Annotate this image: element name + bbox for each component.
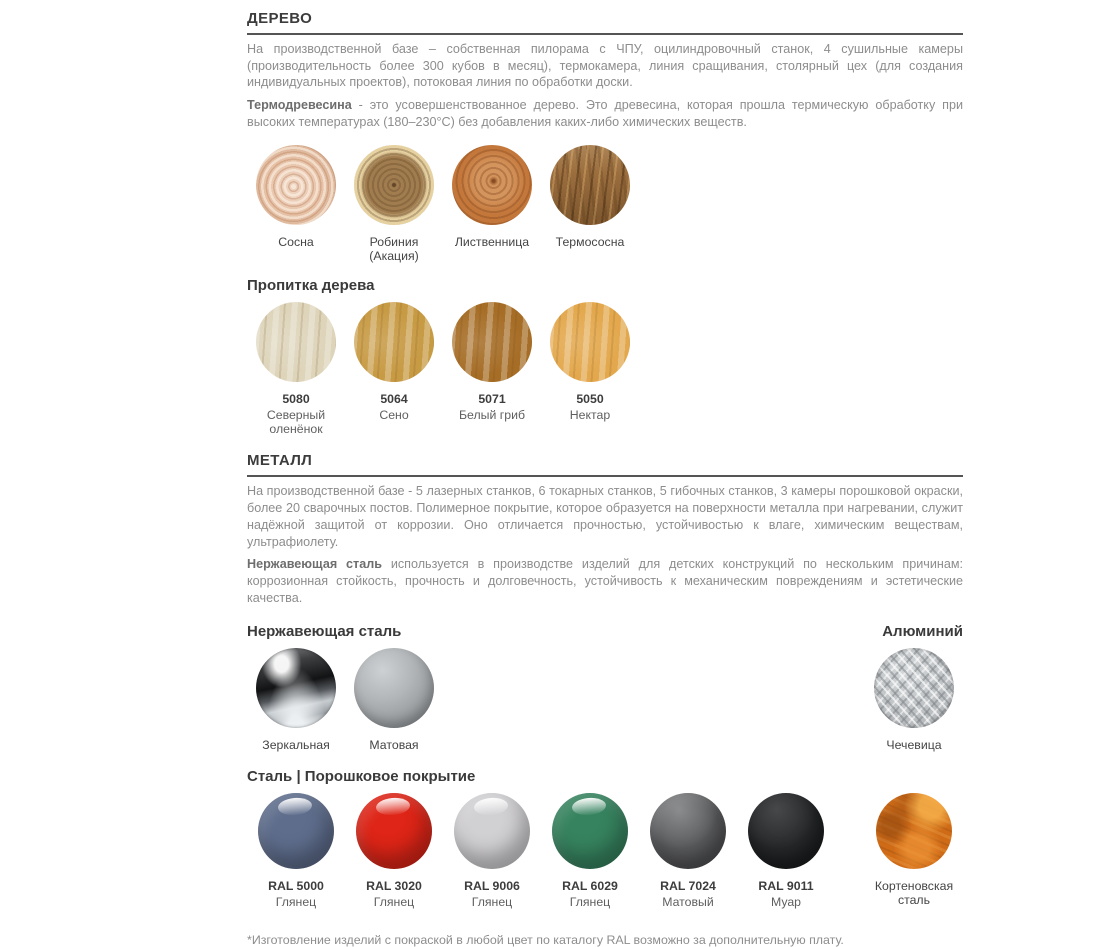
powder-item xyxy=(737,793,835,909)
tint-code: 5080 xyxy=(282,391,310,406)
wood-species-item xyxy=(541,145,639,249)
ral-7024-swatch xyxy=(650,793,726,869)
stainless-aluminum-headings xyxy=(247,623,963,640)
ral-code: RAL 3020 xyxy=(366,878,422,893)
wood-term-paragraph xyxy=(247,97,963,130)
larch-wood-swatch xyxy=(452,145,532,225)
ral-6029-swatch xyxy=(552,793,628,869)
tint-5050-swatch xyxy=(550,302,630,382)
powder-title: Сталь | Порошковое покрытие xyxy=(247,767,476,785)
aluminum-title: Алюминий xyxy=(882,622,963,640)
impregnation-title: Пропитка дерева xyxy=(247,276,375,294)
ral-code: RAL 6029 xyxy=(562,878,618,893)
ral-code: RAL 7024 xyxy=(660,878,716,893)
powder-item xyxy=(247,793,345,909)
swatch-label xyxy=(660,879,716,909)
ral-finish: Глянец xyxy=(373,894,415,909)
metal-intro-paragraph: На производственной базе - 5 лазерных станков, 6 токарных станков, 5 гибочных станков, 3 камеры порошковой окраски, более 20 сварочных постов. Полимерное покрытие, которое образуется на поверхности металла при нагревании, служит надёжной защитой от коррозии. Оно отличается прочностью, устойчивостью к влаге, химическим веществам, ультрафиолету. xyxy=(247,484,963,549)
swatch-label xyxy=(570,392,610,432)
impregnation-row xyxy=(247,302,963,436)
wood-species-row xyxy=(247,145,963,263)
ral-9011-swatch xyxy=(748,793,824,869)
impregnation-item xyxy=(345,302,443,432)
powder-item xyxy=(541,793,639,909)
metal-term-paragraph xyxy=(247,556,963,606)
swatch-label xyxy=(366,879,422,909)
tint-code: 5064 xyxy=(380,391,408,406)
stainless-item xyxy=(247,648,345,752)
swatch-label xyxy=(758,879,813,909)
mirror-steel-swatch xyxy=(256,648,336,728)
tint-code: 5071 xyxy=(478,391,506,406)
swatch-label: Лиственница xyxy=(454,234,530,249)
wood-species-item xyxy=(247,145,345,249)
tint-name: Сено xyxy=(379,408,409,423)
tint-5080-swatch xyxy=(256,302,336,382)
impregnation-item xyxy=(541,302,639,432)
swatch-label xyxy=(459,392,525,432)
thermopine-wood-swatch xyxy=(550,145,630,225)
matte-steel-swatch xyxy=(354,648,434,728)
stainless-item xyxy=(345,648,443,752)
wood-term-desc: - это усовершенствованное дерево. Это древесина, которая прошла термическую обработку при высоких температурах (180–230°С) без добавления каких-либо химических веществ. xyxy=(247,98,963,129)
powder-item xyxy=(345,793,443,909)
powder-item xyxy=(639,793,737,909)
swatch-label: Матовая xyxy=(369,737,419,752)
ral-9006-swatch xyxy=(454,793,530,869)
wood-term: Термодревесина xyxy=(247,98,352,113)
metal-term-desc: используется в производстве изделий для детских конструкций по нескольким причинам: коррозионная стойкость, прочность и долговечность, устойчивость к механическим повреждениям и эстетические качества. xyxy=(247,557,963,605)
ral-finish: Матовый xyxy=(662,894,714,909)
metal-section xyxy=(247,452,963,909)
metal-term: Нержавеющая сталь xyxy=(247,557,382,572)
powder-item xyxy=(443,793,541,909)
tint-name: Северный оленёнок xyxy=(266,408,326,437)
ral-finish: Муар xyxy=(770,894,802,909)
wood-section xyxy=(247,10,963,436)
wood-species-item xyxy=(443,145,541,249)
swatch-label xyxy=(247,392,345,436)
tint-name: Белый гриб xyxy=(458,408,526,423)
swatch-label xyxy=(464,879,520,909)
impregnation-item xyxy=(443,302,541,432)
ral-5000-swatch xyxy=(258,793,334,869)
swatch-label: Термососна xyxy=(555,234,625,249)
corten-item xyxy=(865,793,963,907)
swatch-label: Робиния (Акация) xyxy=(369,234,419,263)
wood-intro-paragraph: На производственной базе – собственная пилорама с ЧПУ, оцилиндровочный станок, 4 сушильные камеры (производительность более 300 кубов в месяц), термокамера, линия сращивания, столярный цех (для создания индивидуальных проектов), потоковая линия по обработки доски. xyxy=(247,42,963,90)
ral-code: RAL 9006 xyxy=(464,878,520,893)
powder-row xyxy=(247,793,963,909)
aluminum-item xyxy=(865,648,963,752)
wood-species-item xyxy=(345,145,443,263)
corten-steel-swatch xyxy=(876,793,952,869)
ral-code: RAL 9011 xyxy=(758,878,814,893)
swatch-label xyxy=(268,879,324,909)
swatch-label: Зеркальная xyxy=(262,737,330,752)
swatch-label: Чечевица xyxy=(886,737,942,752)
ral-code: RAL 5000 xyxy=(268,878,324,893)
catalog-page xyxy=(247,0,963,947)
swatch-label xyxy=(562,879,618,909)
tint-5071-swatch xyxy=(452,302,532,382)
tint-name: Нектар xyxy=(569,408,611,423)
impregnation-item xyxy=(247,302,345,436)
wood-section-title: ДЕРЕВО xyxy=(247,10,963,35)
pine-wood-swatch xyxy=(256,145,336,225)
swatch-label: Кортеновская сталь xyxy=(874,878,954,907)
ral-finish: Глянец xyxy=(569,894,611,909)
swatch-label xyxy=(379,392,408,432)
ral-footnote: *Изготовление изделий с покраской в любой цвет по каталогу RAL возможно за дополнительную плату. xyxy=(247,932,844,947)
metal-section-title: МЕТАЛЛ xyxy=(247,452,963,477)
stainless-row xyxy=(247,648,963,752)
ral-3020-swatch xyxy=(356,793,432,869)
ral-finish: Глянец xyxy=(471,894,513,909)
stainless-title: Нержавеющая сталь xyxy=(247,622,402,640)
ral-finish: Глянец xyxy=(275,894,317,909)
tint-5064-swatch xyxy=(354,302,434,382)
robinia-wood-swatch xyxy=(354,145,434,225)
tint-code: 5050 xyxy=(576,391,604,406)
diamond-plate-swatch xyxy=(874,648,954,728)
swatch-label: Сосна xyxy=(278,234,314,249)
